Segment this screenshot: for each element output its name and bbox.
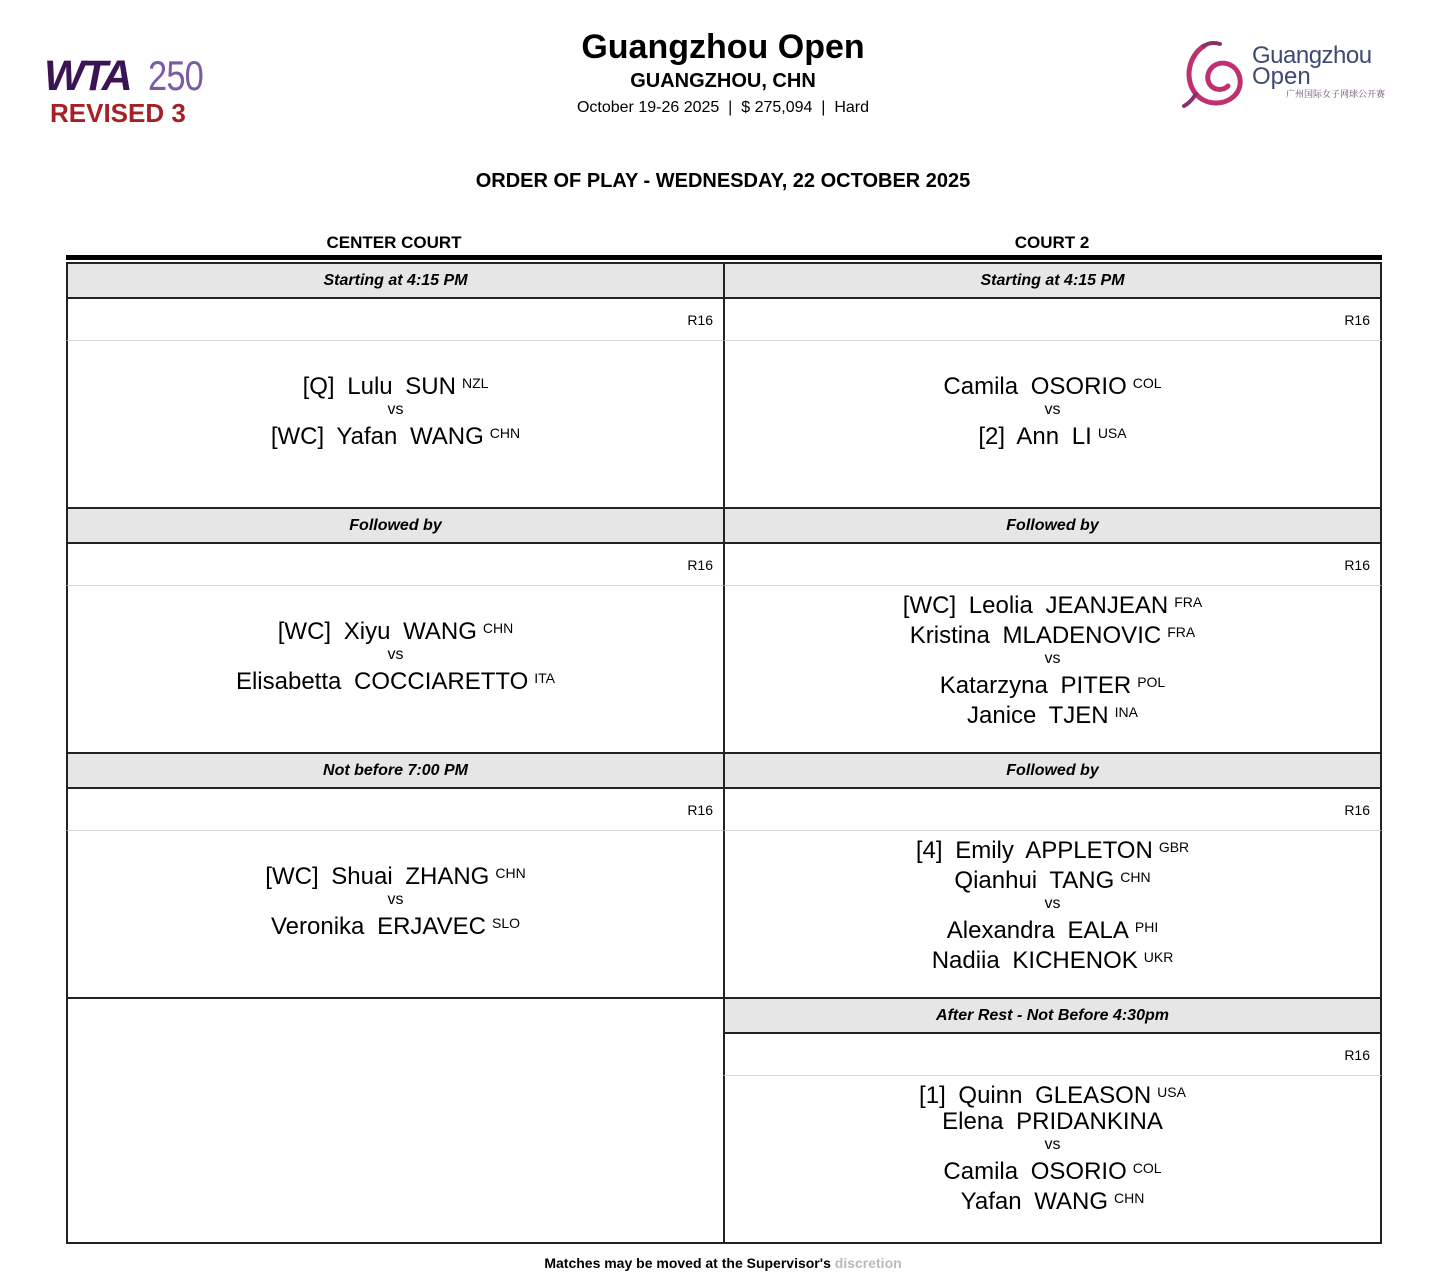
player-country: INA	[1114, 704, 1138, 720]
player-line	[943, 370, 1161, 400]
vs-label: vs	[387, 891, 404, 908]
player-name: Elisabetta COCCIARETTO	[235, 668, 529, 695]
tournament-title: Guangzhou Open	[581, 28, 865, 66]
revision-label: REVISED 3	[50, 98, 186, 128]
player-name: Janice TJEN	[967, 702, 1109, 729]
player-name: Nadiia KICHENOK	[931, 947, 1138, 974]
player-country: GBR	[1158, 839, 1190, 855]
player-country: CHN	[495, 865, 526, 881]
player-name: Katarzyna PITER	[939, 672, 1132, 699]
slot-time-header: Followed by	[723, 752, 1382, 789]
order-of-play-title: ORDER OF PLAY - WEDNESDAY, 22 OCTOBER 2025	[475, 170, 971, 192]
player-name: Elena PRIDANKINA	[942, 1108, 1163, 1135]
player-country: CHN	[489, 425, 521, 441]
player-name: [WC] Shuai ZHANG	[265, 863, 490, 890]
slot-time-header: Not before 7:00 PM	[66, 752, 725, 789]
player-line	[916, 834, 1189, 864]
player-name: [WC] Xiyu WANG	[277, 618, 477, 645]
round-label: R16	[723, 299, 1382, 341]
player-country: COL	[1132, 1160, 1162, 1176]
player-line	[954, 864, 1150, 894]
footer-note	[418, 1255, 1028, 1271]
slot-time-header: Starting at 4:15 PM	[723, 262, 1382, 299]
player-country: USA	[1157, 1084, 1186, 1100]
vs-label: vs	[1044, 895, 1061, 912]
wta-logo-tier: 250	[148, 52, 204, 99]
player-line	[967, 699, 1138, 729]
player-name: [1] Quinn GLEASON	[919, 1082, 1152, 1109]
round-label: R16	[723, 544, 1382, 586]
player-name: [WC] Yafan WANG	[270, 423, 484, 450]
player-name: Veronika ERJAVEC	[271, 913, 486, 940]
vs-label: vs	[1044, 1136, 1061, 1153]
player-name: Camila OSORIO	[943, 373, 1127, 400]
player-line	[271, 420, 520, 450]
player-country: SLO	[491, 915, 520, 931]
player-line	[978, 420, 1126, 450]
wta-logo-text: WTA	[44, 52, 130, 100]
guangzhou-open-logo	[1182, 40, 1396, 112]
player-line	[932, 944, 1174, 974]
player-name: Camila OSORIO	[943, 1158, 1127, 1185]
player-country: COL	[1132, 375, 1162, 391]
wta-250-logo	[44, 54, 204, 98]
player-line	[947, 914, 1158, 944]
vs-label: vs	[387, 401, 404, 418]
tournament-info: October 19-26 2025 | $ 275,094 | Hard	[576, 99, 870, 116]
player-name: [2] Ann LI	[978, 423, 1092, 450]
round-label: R16	[66, 789, 725, 831]
match-cell	[723, 831, 1382, 999]
round-label: R16	[723, 1034, 1382, 1076]
player-line	[919, 1079, 1186, 1109]
tournament-city: GUANGZHOU, CHN	[630, 70, 816, 92]
match-cell	[66, 341, 725, 509]
vs-label: vs	[1044, 650, 1061, 667]
match-cell	[723, 341, 1382, 509]
match-cell	[66, 586, 725, 754]
player-line	[961, 1185, 1145, 1215]
slot-time-header: After Rest - Not Before 4:30pm	[723, 997, 1382, 1034]
player-country: CHN	[482, 620, 514, 636]
player-line	[943, 1155, 1161, 1185]
match-cell	[66, 831, 725, 999]
vs-label: vs	[1044, 401, 1061, 418]
player-line	[940, 669, 1165, 699]
player-name: Yafan WANG	[960, 1188, 1109, 1215]
footer-text: Matches may be moved at the Supervisor's	[544, 1255, 835, 1271]
player-country: ITA	[534, 670, 556, 686]
player-line	[942, 1109, 1163, 1135]
header-divider	[66, 255, 1382, 260]
player-name: Kristina MLADENOVIC	[909, 622, 1162, 649]
player-country: USA	[1097, 425, 1127, 441]
vs-label: vs	[387, 646, 404, 663]
player-name: Alexandra EALA	[946, 917, 1129, 944]
player-line	[910, 619, 1195, 649]
logo-line-1: Guangzhou	[1252, 42, 1372, 69]
player-line	[303, 370, 489, 400]
footer-faded-text: discretion	[834, 1255, 902, 1271]
player-line	[903, 589, 1202, 619]
player-name: [Q] Lulu SUN	[302, 373, 456, 400]
player-name: Qianhui TANG	[954, 867, 1115, 894]
slot-time-header: Followed by	[723, 507, 1382, 544]
logo-line-2: Open	[1252, 63, 1311, 90]
player-country: FRA	[1167, 624, 1196, 640]
player-name: [WC] Leolia JEANJEAN	[902, 592, 1169, 619]
player-country: PHI	[1134, 919, 1159, 935]
player-country: NZL	[461, 375, 489, 391]
court-header-center: CENTER COURT	[326, 233, 462, 252]
logo-line-3: 广州国际女子网球公开赛	[1286, 89, 1386, 99]
player-country: UKR	[1143, 949, 1174, 965]
player-line	[265, 860, 525, 890]
player-country: CHN	[1120, 869, 1151, 885]
empty-slot	[66, 997, 725, 1244]
player-line	[278, 615, 513, 645]
court-header-court2: COURT 2	[1014, 233, 1090, 252]
match-cell	[723, 1076, 1382, 1244]
player-line	[271, 910, 520, 940]
player-country: FRA	[1174, 594, 1203, 610]
match-cell	[723, 586, 1382, 754]
player-country: CHN	[1114, 1190, 1145, 1206]
player-name: [4] Emily APPLETON	[915, 837, 1153, 864]
player-country: POL	[1137, 674, 1166, 690]
slot-time-header: Followed by	[66, 507, 725, 544]
logo-ring-icon	[1182, 40, 1252, 110]
round-label: R16	[66, 544, 725, 586]
player-line	[236, 665, 555, 695]
slot-time-header: Starting at 4:15 PM	[66, 262, 725, 299]
round-label: R16	[723, 789, 1382, 831]
round-label: R16	[66, 299, 725, 341]
